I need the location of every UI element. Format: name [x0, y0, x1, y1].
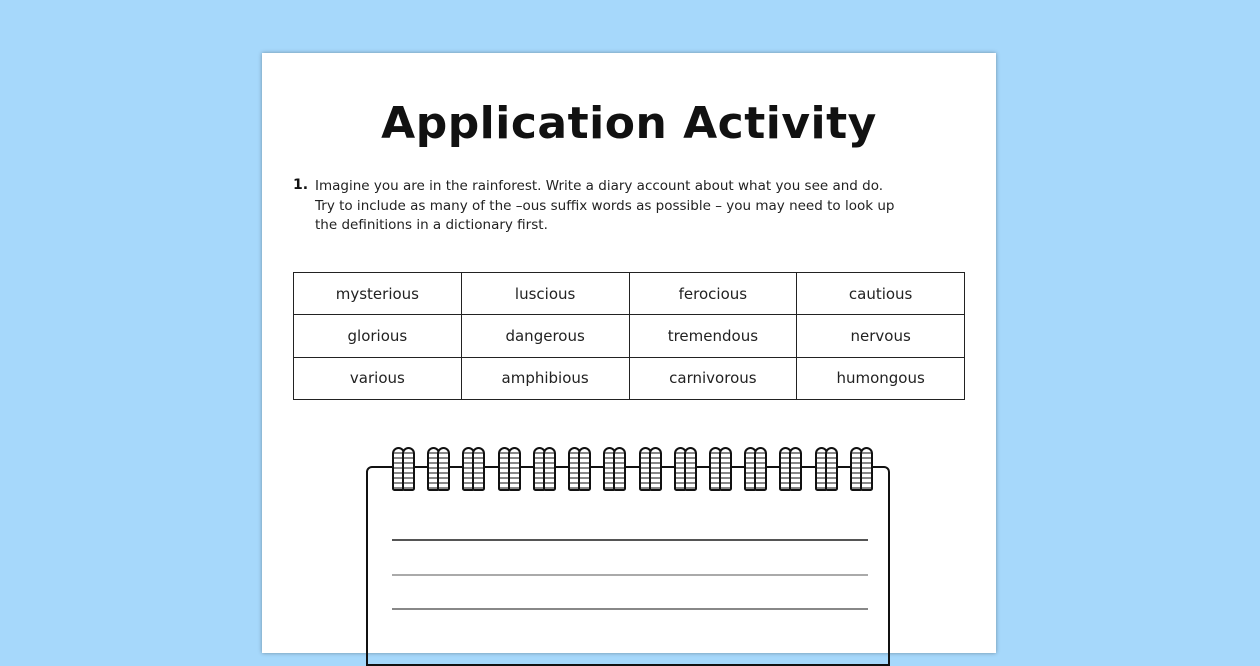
spiral-binding [392, 447, 872, 491]
spiral-ring-icon [744, 447, 766, 489]
spiral-ring-icon [462, 447, 484, 489]
spiral-ring-icon [815, 447, 837, 489]
instruction-line: Imagine you are in the rainforest. Write a diary account about what you see and do. [315, 178, 884, 194]
word-cell: luscious [461, 273, 629, 315]
word-cell: various [294, 357, 462, 399]
writing-line [392, 574, 868, 576]
word-cell: humongous [797, 357, 965, 399]
word-cell: glorious [294, 315, 462, 357]
worksheet-title: Application Activity [381, 98, 877, 149]
table-row [294, 315, 965, 357]
question-instructions [315, 177, 915, 236]
spiral-ring-icon [498, 447, 520, 489]
word-cell: dangerous [461, 315, 629, 357]
spiral-ring-icon [709, 447, 731, 489]
word-cell: cautious [797, 273, 965, 315]
word-cell: ferocious [629, 273, 797, 315]
notebook-writing-area [366, 466, 890, 666]
spiral-ring-icon [568, 447, 590, 489]
spiral-ring-icon [427, 447, 449, 489]
spiral-ring-icon [779, 447, 801, 489]
spiral-ring-icon [392, 447, 414, 489]
word-cell: amphibious [461, 357, 629, 399]
spiral-ring-icon [639, 447, 661, 489]
word-cell: tremendous [629, 315, 797, 357]
spiral-ring-icon [850, 447, 872, 489]
word-cell: nervous [797, 315, 965, 357]
word-cell: mysterious [294, 273, 462, 315]
writing-line [392, 539, 868, 541]
question-number: 1. [293, 177, 309, 193]
instruction-line: Try to include as many of the –ous suffix words as possible – you may need to look up [315, 197, 895, 214]
spiral-ring-icon [603, 447, 625, 489]
instruction-line: the definitions in a dictionary first. [315, 217, 548, 233]
writing-line [392, 608, 868, 610]
spiral-ring-icon [533, 447, 555, 489]
word-table [293, 272, 965, 400]
spiral-ring-icon [674, 447, 696, 489]
table-row [294, 357, 965, 399]
table-row [294, 273, 965, 315]
word-cell: carnivorous [629, 357, 797, 399]
